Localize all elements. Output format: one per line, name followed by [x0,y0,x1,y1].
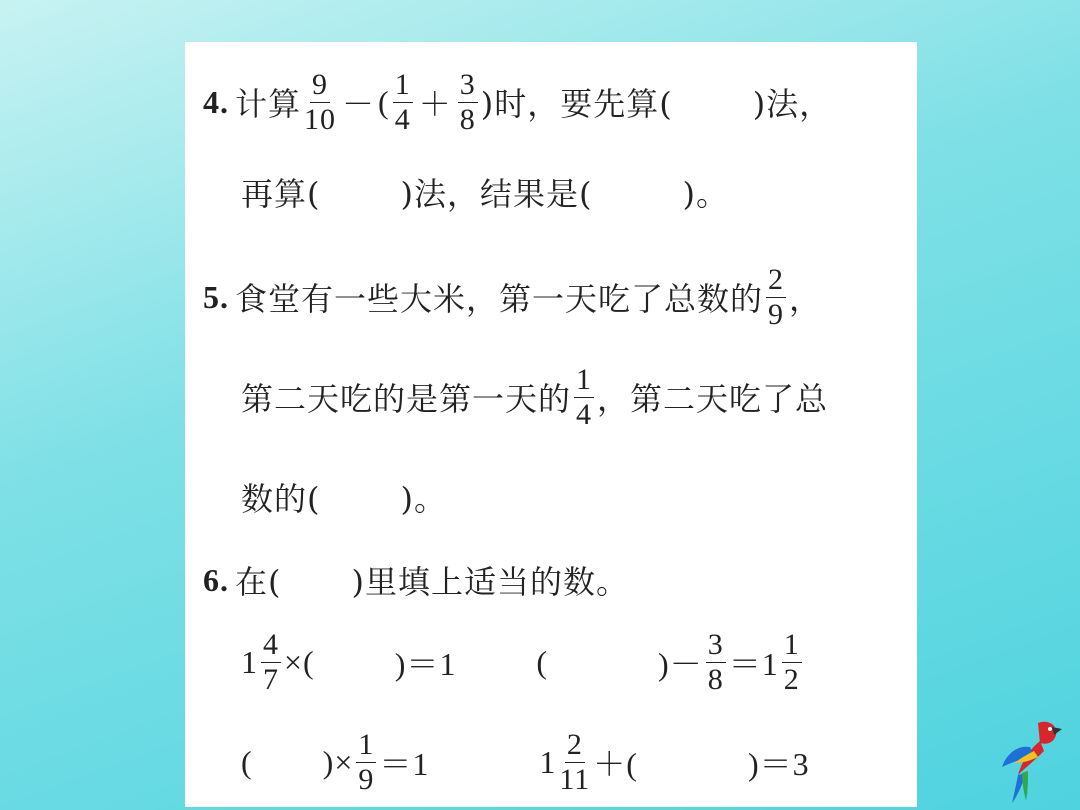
numerator: 2 [566,728,583,761]
numerator: 2 [768,263,785,296]
q4-number: 4. [203,83,229,120]
left-paren: ( [241,743,253,780]
minus-op: )－ [658,646,703,682]
parrot-icon [1000,715,1070,805]
denominator: 2 [783,662,800,696]
denominator: 8 [707,662,724,696]
q6-number: 6. [203,561,229,598]
equals-one: ＝1 [728,646,779,682]
numerator: 1 [358,728,375,761]
q4-fraction-9-10 [304,69,336,135]
denominator: 4 [576,397,593,431]
q6-fraction-2-11 [559,729,590,795]
q6-fraction-1-9 [356,729,376,795]
q5-number: 5. [203,278,229,315]
q4-text-then: 再算( [241,175,321,213]
q5-comma: ， [789,280,823,318]
equals-three: )＝3 [747,746,810,782]
q5-text-4: 数的( [241,480,321,518]
q4-line2 [241,162,729,222]
numerator: 3 [459,68,476,101]
times-paren: ×( [284,643,315,680]
q4-line1 [203,68,833,136]
plus-sign: ＋ [418,86,452,122]
numerator: 1 [576,363,593,396]
q6-row2 [241,728,810,796]
numerator: 1 [394,68,411,101]
q6-text-b: )里填上适当的数。 [351,563,629,601]
whole-number: 1 [241,643,258,680]
q5-fraction-1-4 [574,364,594,430]
q6-row1 [241,628,805,696]
q4-text-mid: )时，要先算( [480,85,673,123]
q5-text-1: 食堂有一些大米，第一天吃了总数的 [235,280,764,318]
numerator: 1 [783,628,800,661]
left-paren: ( [378,83,390,120]
q4-text-end: )法， [752,85,833,123]
q5-line1 [203,263,823,331]
q6-heading [203,550,629,610]
numerator: 9 [312,68,329,101]
left-paren: ( [536,643,549,680]
worksheet [185,42,917,807]
q4-text-close: )。 [682,175,729,213]
whole-number: 1 [539,743,557,780]
q4-fraction-3-8 [458,69,478,135]
q5-line3 [241,467,447,527]
denominator: 9 [358,762,375,796]
minus-sign: － [342,86,376,122]
q6-fraction-3-8 [706,629,726,695]
q4-text-result: )法，结果是( [400,175,593,213]
denominator: 4 [394,102,411,136]
q5-text-close: )。 [400,480,447,518]
denominator: 10 [304,102,337,136]
denominator: 9 [768,297,785,331]
equals-one: ＝1 [379,746,430,782]
plus-paren: ＋( [593,746,638,782]
numerator: 4 [263,628,279,661]
q6-fraction-1-2 [782,629,802,695]
q5-line2 [241,363,829,431]
numerator: 3 [707,628,724,661]
q6-text-a: 在( [235,563,282,601]
q5-text-2: 第二天吃的是第一天的 [241,380,572,418]
denominator: 11 [559,762,591,796]
times-op: )× [322,743,354,780]
denominator: 7 [263,662,279,696]
equals-one: )＝1 [394,646,457,682]
q6-fraction-4-7 [261,629,281,695]
q5-fraction-2-9 [766,264,786,330]
q4-text-calc: 计算 [235,85,302,123]
q5-text-3: ，第二天吃了总 [597,380,829,418]
q4-fraction-1-4 [393,69,413,135]
denominator: 8 [459,102,476,136]
